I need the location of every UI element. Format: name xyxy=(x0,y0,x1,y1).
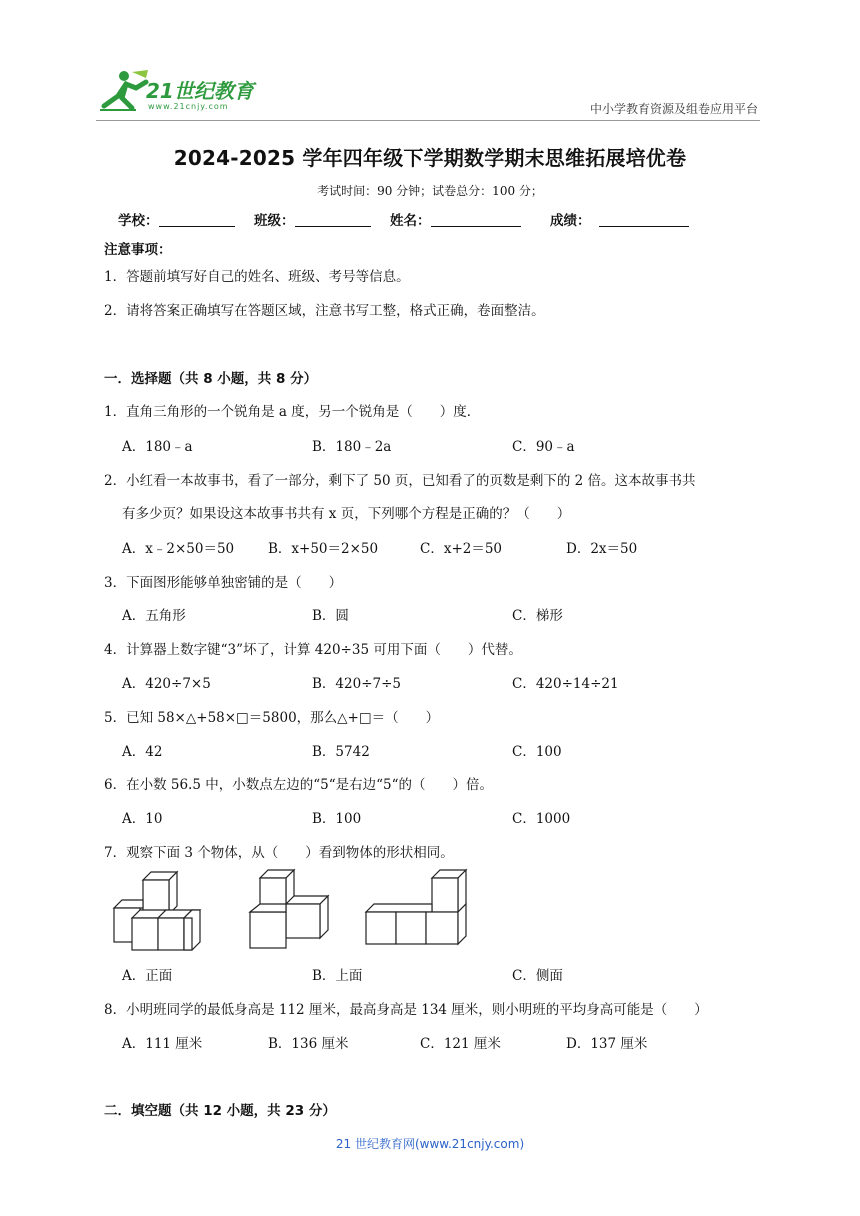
logo-url: www.21cnjy.com xyxy=(148,102,229,111)
option-c[interactable]: C．x+2＝50 xyxy=(420,541,503,557)
question-stem: 1．直角三角形的一个锐角是 a 度，另一个锐角是（ ）度． xyxy=(104,404,481,420)
cube-figure-2 xyxy=(246,866,336,952)
option-a[interactable]: A．10 xyxy=(122,811,163,827)
exam-info: 考试时间：90 分钟；试卷总分：100 分； xyxy=(317,184,543,198)
score-field[interactable] xyxy=(550,209,689,229)
school-label: 学校： xyxy=(118,213,159,229)
question-stem: 3．下面图形能够单独密铺的是（ ） xyxy=(104,575,343,591)
option-c[interactable]: C．90﹣a xyxy=(512,439,575,455)
question-stem-cont: 有多少页？如果设这本故事书共有 x 页，下列哪个方程是正确的？（ ） xyxy=(122,506,571,522)
question-stem: 4．计算器上数字键“3”坏了，计算 420÷35 可用下面（ ）代替。 xyxy=(104,642,522,658)
option-c[interactable]: C．侧面 xyxy=(512,968,563,984)
option-d[interactable]: D．137 厘米 xyxy=(566,1036,648,1052)
option-c[interactable]: C．梯形 xyxy=(512,608,563,624)
school-field[interactable] xyxy=(118,209,235,229)
option-b[interactable]: B．圆 xyxy=(312,608,349,624)
option-b[interactable]: B．x+50＝2×50 xyxy=(268,541,379,557)
school-blank[interactable] xyxy=(159,213,235,227)
score-blank[interactable] xyxy=(599,213,689,227)
option-a[interactable]: A．正面 xyxy=(122,968,173,984)
option-d[interactable]: D．2x＝50 xyxy=(566,541,638,557)
question-stem: 2．小红看一本故事书，看了一部分，剩下了 50 页，已知看了的页数是剩下的 2 倍。这本故事书共 xyxy=(104,473,696,489)
option-c[interactable]: C．121 厘米 xyxy=(420,1036,501,1052)
option-a[interactable]: A．五角形 xyxy=(122,608,186,624)
option-b[interactable]: B．上面 xyxy=(312,968,363,984)
name-field[interactable] xyxy=(390,209,521,229)
question-stem: 7．观察下面 3 个物体，从（ ）看到物体的形状相同。 xyxy=(104,845,454,861)
cube-figure-3 xyxy=(362,866,474,948)
svg-text:21世纪教育: 21世纪教育 xyxy=(146,79,254,103)
option-b[interactable]: B．100 xyxy=(312,811,362,827)
option-c[interactable]: C．1000 xyxy=(512,811,571,827)
option-a[interactable]: A．111 厘米 xyxy=(122,1036,203,1052)
option-b[interactable]: B．420÷7÷5 xyxy=(312,676,401,692)
name-label: 姓名： xyxy=(390,213,431,229)
question-stem: 5．已知 58×△+58×□＝5800，那么△+□＝（ ） xyxy=(104,710,440,726)
class-blank[interactable] xyxy=(295,213,371,227)
option-a[interactable]: A．42 xyxy=(122,744,163,760)
option-b[interactable]: B．5742 xyxy=(312,744,370,760)
option-a[interactable]: A．420÷7×5 xyxy=(122,676,211,692)
option-a[interactable]: A．180﹣a xyxy=(122,439,193,455)
notes-heading: 注意事项： xyxy=(104,242,172,258)
option-a[interactable]: A．x﹣2×50＝50 xyxy=(122,541,235,557)
question-stem: 8．小明班同学的最低身高是 112 厘米，最高身高是 134 厘米，则小明班的平均身高可能是（ ） xyxy=(104,1002,708,1018)
cube-figure-1 xyxy=(110,868,210,952)
section-heading: 二．填空题（共 12 小题，共 23 分） xyxy=(104,1103,336,1119)
platform-label: 中小学教育资源及组卷应用平台 xyxy=(589,102,758,116)
footer-link[interactable]: 21 世纪教育网(www.21cnjy.com) xyxy=(335,1137,525,1151)
header-divider xyxy=(96,120,760,121)
name-blank[interactable] xyxy=(431,213,521,227)
option-b[interactable]: B．180﹣2a xyxy=(312,439,392,455)
section-heading: 一．选择题（共 8 小题，共 8 分） xyxy=(104,371,318,387)
page-title: 2024-2025 学年四年级下学期数学期末思维拓展培优卷 xyxy=(173,146,687,170)
class-field[interactable] xyxy=(254,209,371,229)
option-b[interactable]: B．136 厘米 xyxy=(268,1036,349,1052)
logo xyxy=(96,66,266,114)
score-label: 成绩： xyxy=(550,213,591,229)
note-item: 2．请将答案正确填写在答题区域，注意书写工整，格式正确，卷面整洁。 xyxy=(104,303,545,319)
option-c[interactable]: C．420÷14÷21 xyxy=(512,676,619,692)
option-c[interactable]: C．100 xyxy=(512,744,562,760)
note-item: 1．答题前填写好自己的姓名、班级、考号等信息。 xyxy=(104,269,410,285)
class-label: 班级： xyxy=(254,213,295,229)
question-stem: 6．在小数 56.5 中，小数点左边的“5“是右边“5“的（ ）倍。 xyxy=(104,777,494,793)
